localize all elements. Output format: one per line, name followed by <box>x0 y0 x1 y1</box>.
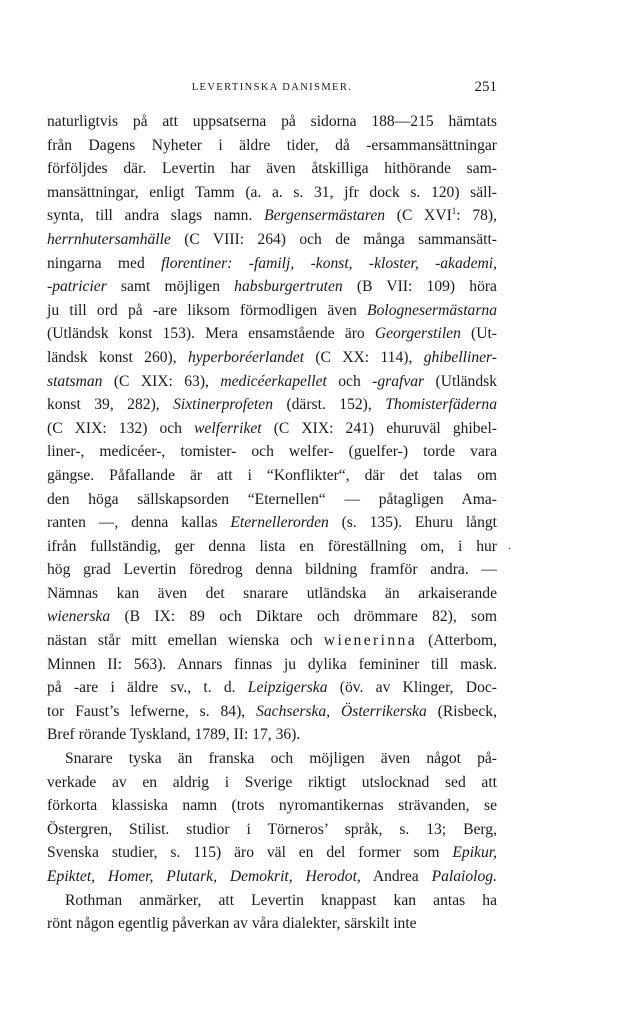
text-segment: verkade av en aldrig i Sverige riktigt utslocknad sed att <box>47 773 497 791</box>
text-segment: förföljdes där. Levertin har även åtskilliga hithörande sam- <box>47 160 497 178</box>
italic-segment: hyperboréerlandet <box>187 348 305 366</box>
text-segment: nästan står mitt emellan wienska och <box>47 632 324 650</box>
text-line <box>47 558 497 582</box>
text-line <box>47 653 497 677</box>
italic-segment: -grafvar <box>372 372 425 390</box>
text-segment: Minnen II: 563). Annars finnas ju dylika femininer till mask. <box>47 655 497 673</box>
text-line <box>47 393 497 417</box>
text-line <box>47 204 497 228</box>
running-title: LEVERTINSKA DANISMER. <box>191 82 353 93</box>
text-segment: mansättningar, enligt Tamm (a. a. s. 31, jfr dock s. 120) säll- <box>47 183 497 201</box>
text-segment: (C XIX: 63), <box>102 372 221 390</box>
text-segment: på -are i äldre sv., t. d. <box>47 679 248 697</box>
italic-segment: -patricier <box>47 278 107 296</box>
italic-segment: Georgerstilen <box>374 325 461 343</box>
text-line <box>47 794 497 818</box>
page-number: 251 <box>474 79 497 95</box>
text-segment: ifrån fullständig, ger denna lista en föreställning om, i hur <box>47 537 497 555</box>
body-text <box>47 110 497 936</box>
text-line <box>47 275 497 299</box>
text-segment: (C XIX: 241) ehuruväl ghibel- <box>261 419 497 437</box>
text-segment: liner-, medicéer-, tomister- och welfer- (guelfer-) torde vara <box>47 443 497 461</box>
text-segment: från Dagens Nyheter i äldre tider, då -ersammansättningar <box>47 136 497 154</box>
italic-segment: Leipzigerska <box>247 679 328 697</box>
text-line <box>47 252 497 276</box>
text-segment: konst 39, 282), <box>47 396 174 414</box>
text-segment: (C XVI <box>385 207 452 225</box>
italic-segment: Palaiolog. <box>431 868 497 885</box>
text-segment: den höga sällskapsorden “Eternellen“ — påtagligen Ama- <box>47 490 497 508</box>
text-line <box>47 110 497 134</box>
text-line <box>47 157 497 181</box>
text-line <box>47 346 497 370</box>
text-line <box>47 440 497 464</box>
superscript-segment: 1 <box>451 206 457 217</box>
text-segment: (B VII: 109) höra <box>342 278 497 296</box>
text-line <box>47 723 497 747</box>
text-line <box>47 488 497 512</box>
text-segment: (Utländsk konst 153). Mera ensamstående äro <box>47 325 375 343</box>
text-line <box>47 605 497 629</box>
text-line <box>47 841 497 865</box>
text-segment: (C XIX: 132) och <box>47 419 195 437</box>
text-segment: ländsk konst 260), <box>47 348 188 366</box>
italic-segment: medicéerkapellet <box>220 372 327 390</box>
text-segment: gängse. Påfallande är att i “Konflikter“, där det talas om <box>47 466 497 484</box>
italic-segment: herrnhutersamhälle <box>47 230 171 248</box>
text-line <box>47 912 497 936</box>
italic-segment: Sachserska, Österrikerska <box>256 702 427 720</box>
italic-segment: Epiktet, Homer, Plutark, Demokrit, Herodot, <box>47 868 361 885</box>
text-line <box>47 747 497 771</box>
text-line <box>47 582 497 606</box>
margin-mark: . <box>508 538 511 552</box>
italic-segment: Sixtinerprofeten <box>173 396 273 414</box>
text-segment: Rothman anmärker, att Levertin knappast kan antas ha <box>65 891 497 909</box>
text-segment: rönt någon egentlig påverkan av våra dialekter, särskilt inte <box>47 915 417 933</box>
text-segment: (C VIII: 264) och de många sammansätt- <box>170 230 497 248</box>
text-line <box>47 370 497 394</box>
text-line <box>47 771 497 795</box>
text-segment: förkorta klassiska namn (trots nyromantikernas strävanden, se <box>47 797 497 815</box>
text-segment: Östergren, Stilist. studior i Törneros’ språk, s. 13; Berg, <box>47 820 497 838</box>
italic-segment: wienerska <box>47 608 111 626</box>
text-segment: (Atterbom, <box>417 632 497 650</box>
text-segment: (Utländsk <box>424 372 498 390</box>
italic-segment: Eternellerorden <box>230 514 329 532</box>
text-segment: Svenska studier, s. 115) äro väl en del former som <box>47 844 453 862</box>
text-segment: (Risbeck, <box>426 702 497 720</box>
italic-segment: statsman <box>47 372 103 390</box>
text-segment: (s. 135). Ehuru långt <box>328 514 498 532</box>
text-segment: (därst. 152), <box>273 396 386 414</box>
text-segment: (Ut- <box>460 325 497 343</box>
italic-segment: Epikur, <box>452 844 497 862</box>
text-line <box>47 228 497 252</box>
italic-segment: welferriket <box>194 419 262 437</box>
italic-segment: Bergensermästaren <box>264 207 386 225</box>
text-segment: (B IX: 89 och Diktare och drömmare 82), som <box>110 608 497 626</box>
text-segment: synta, till andra slags namn. <box>47 207 265 225</box>
text-segment: : 78), <box>456 207 498 225</box>
text-segment: ranten —, denna kallas <box>47 514 231 532</box>
text-line <box>47 322 497 346</box>
italic-segment: ghibelliner- <box>423 348 497 366</box>
running-head <box>47 80 497 100</box>
text-line <box>47 629 497 653</box>
text-segment: Nämnas kan även det snarare utländska än arkaiserande <box>47 584 497 602</box>
text-segment: ju till ord på -are liksom förmodligen även <box>47 301 368 319</box>
text-line <box>47 511 497 535</box>
text-line <box>47 889 497 913</box>
text-line <box>47 134 497 158</box>
text-segment: och <box>326 372 373 390</box>
text-line <box>47 181 497 205</box>
text-line <box>47 676 497 700</box>
text-line <box>47 299 497 323</box>
text-segment: Bref rörande Tyskland, 1789, II: 17, 36). <box>47 726 301 744</box>
text-segment: (C XX: 114), <box>304 348 424 366</box>
text-line <box>47 464 497 488</box>
text-segment: ningarna med <box>47 254 162 272</box>
text-segment: (öv. av Klinger, Doc- <box>327 679 497 697</box>
text-line <box>47 818 497 842</box>
spaced-segment: wienerinna <box>323 632 418 650</box>
italic-segment: florentiner: -familj, -konst, -kloster, -akademi, <box>161 254 497 272</box>
italic-segment: Bolognesermästarna <box>367 301 497 319</box>
text-segment: Andrea <box>360 868 432 885</box>
text-line <box>47 865 497 889</box>
text-segment: hög grad Levertin föredrog denna bildning framför andra. — <box>47 561 497 579</box>
text-line <box>47 417 497 441</box>
italic-segment: Thomisterfäderna <box>385 396 497 414</box>
text-line <box>47 700 497 724</box>
text-segment: samt möjligen <box>106 278 235 296</box>
text-line <box>47 535 497 559</box>
text-segment: Snarare tyska än franska och möjligen även något på- <box>65 750 497 768</box>
text-segment: tor Faust’s lefwerne, s. 84), <box>47 702 257 720</box>
text-segment: naturligtvis på att uppsatserna på sidorna 188—215 hämtats <box>47 113 497 130</box>
italic-segment: habsburgertruten <box>234 278 343 296</box>
